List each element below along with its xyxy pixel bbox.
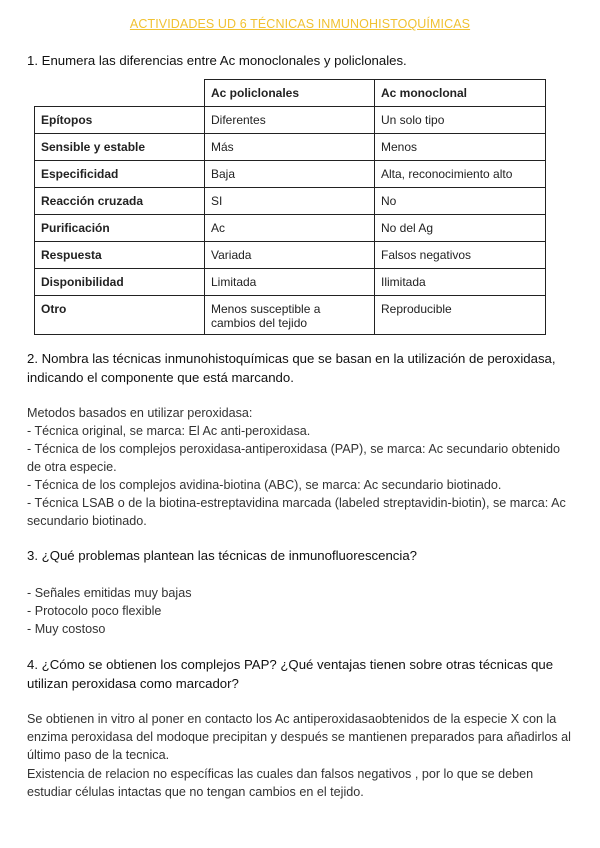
row-label: Sensible y estable: [35, 134, 205, 161]
cell-policlonal: Ac: [205, 215, 375, 242]
row-label: Especificidad: [35, 161, 205, 188]
cell-monoclonal: Alta, reconocimiento alto: [375, 161, 546, 188]
row-label: Respuesta: [35, 242, 205, 269]
row-label: Purificación: [35, 215, 205, 242]
cell-monoclonal: Falsos negativos: [375, 242, 546, 269]
cell-policlonal: Más: [205, 134, 375, 161]
col-header-monoclonal: Ac monoclonal: [375, 80, 546, 107]
cell-policlonal: SI: [205, 188, 375, 215]
question-3: 3. ¿Qué problemas plantean las técnicas de inmunofluorescencia?: [27, 548, 417, 563]
cell-policlonal: Baja: [205, 161, 375, 188]
answer-3-item: - Muy costoso: [27, 622, 106, 636]
cell-policlonal: Limitada: [205, 269, 375, 296]
table-row: [35, 161, 546, 188]
cell-monoclonal: Ilimitada: [375, 269, 546, 296]
cell-monoclonal: Menos: [375, 134, 546, 161]
table-row: [35, 242, 546, 269]
table-row: [35, 188, 546, 215]
col-header-policlonales: Ac policlonales: [205, 80, 375, 107]
table-row: [35, 134, 546, 161]
table-header-row: [35, 80, 546, 107]
table-row: [35, 215, 546, 242]
cell-monoclonal: No: [375, 188, 546, 215]
cell-policlonal: Diferentes: [205, 107, 375, 134]
comparison-table: [34, 79, 546, 335]
row-label: Reacción cruzada: [35, 188, 205, 215]
table-corner-cell: [35, 80, 205, 107]
question-4: 4. ¿Cómo se obtienen los complejos PAP? ¿Qué ventajas tienen sobre otras técnicas que utilizan peroxidasa como marcador?: [27, 657, 554, 691]
cell-monoclonal: No del Ag: [375, 215, 546, 242]
cell-policlonal: Variada: [205, 242, 375, 269]
answer-2-item: - Técnica LSAB o de la biotina-estreptavidina marcada (labeled streptavidin-biotin), se marca: Ac secundario biotinado.: [27, 496, 566, 529]
cell-monoclonal: Un solo tipo: [375, 107, 546, 134]
table-row: [35, 296, 546, 335]
question-2: 2. Nombra las técnicas inmunohistoquímicas que se basan en la utilización de peroxidasa, indicando el componente que está marcando.: [27, 351, 556, 385]
answer-2-item: - Técnica de los complejos avidina-biotina (ABC), se marca: Ac secundario biotinado.: [27, 478, 502, 492]
table-row: [35, 107, 546, 134]
question-1: 1. Enumera las diferencias entre Ac monoclonales y policlonales.: [27, 53, 407, 68]
answer-2-item: - Técnica original, se marca: El Ac anti-peroxidasa.: [27, 424, 311, 438]
cell-policlonal: Menos susceptible a cambios del tejido: [205, 296, 375, 335]
answer-4-paragraph: Se obtienen in vitro al poner en contacto los Ac antiperoxidasaobtenidos de la especie X con la enzima peroxidasa del modoque precipitan y después se mantienen preparados para añadirlos al último paso de la tecnica.: [27, 712, 571, 763]
row-label: Disponibilidad: [35, 269, 205, 296]
cell-monoclonal: Reproducible: [375, 296, 546, 335]
table-row: [35, 269, 546, 296]
answer-3-item: - Señales emitidas muy bajas: [27, 586, 192, 600]
row-label: Epítopos: [35, 107, 205, 134]
answer-4-paragraph: Existencia de relacion no específicas las cuales dan falsos negativos , por lo que se deben estudiar células intactas que no tengan cambios en el tejido.: [27, 767, 534, 800]
document-title: ACTIVIDADES UD 6 TÉCNICAS INMUNOHISTOQUÍMICAS: [129, 17, 471, 31]
answer-2-intro: Metodos basados en utilizar peroxidasa:: [27, 406, 253, 420]
row-label: Otro: [35, 296, 205, 335]
answer-2-item: - Técnica de los complejos peroxidasa-antiperoxidasa (PAP), se marca: Ac secundario obtenido de otra especie.: [27, 442, 560, 475]
answer-3-item: - Protocolo poco flexible: [27, 604, 162, 618]
